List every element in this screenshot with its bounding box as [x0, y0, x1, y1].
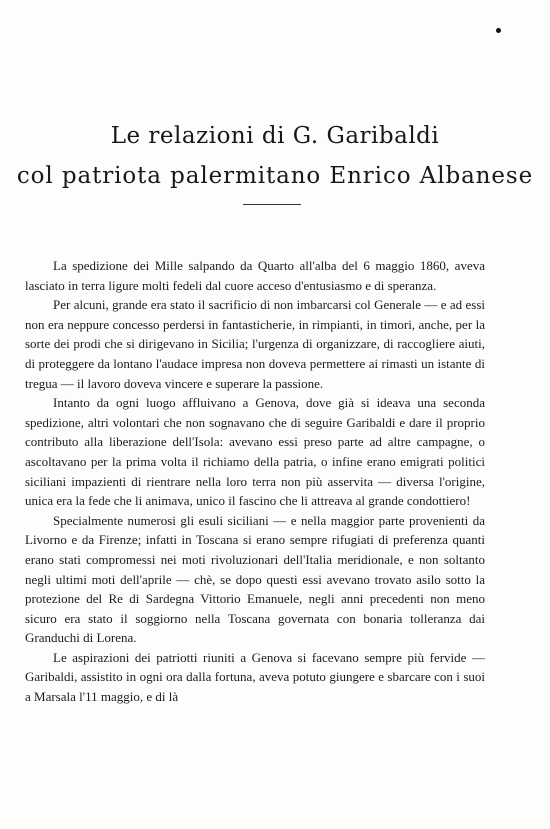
article-body: [25, 256, 485, 707]
article-title: [0, 116, 550, 196]
paragraph-2: Per alcuni, grande era stato il sacrificio di non imbarcarsi col Generale — e ad essi non era neppure concesso perdersi in fantasticherie, in rimpianti, in timori, anche, per la sorte dei prodi che si dirigevano in Sicilia; l'urgenza di organizzare, di raccogliere aiuti, di proteggere da lontano l'audace impresa non doveva permettere ai rimasti un istante di tregua — il lavoro doveva vincere e superare la passione.: [25, 297, 485, 391]
title-line-1: Le relazioni di G. Garibaldi: [110, 123, 440, 149]
paragraph-3: Intanto da ogni luogo affluivano a Genova, dove già si ideava una seconda spedizione, altri volontari che non sognavano che di seguire Garibaldi e dare il proprio contributo alla liberazione dell'Isola: avevano essi preso parte ad altre campagne, o ascoltavano per la prima volta il richiamo della patria, o infine erano emigrati politici siciliani impazienti di rientrare nella loro terra non più asservita — diversa l'origine, unica era la fede che li animava, unico il fascino che li attreava al grande condottiero!: [25, 395, 485, 509]
paragraph-4: Specialmente numerosi gli esuli siciliani — e nella maggior parte provenienti da Livorno e da Firenze; infatti in Toscana si erano sempre rifugiati di preferenza quanti erano stati compromessi nei moti rivoluzionari dell'Italia meridionale, e non soltanto negli ultimi moti dell'aprile — chè, se dopo questi essi avevano trovato asilo sotto la protezione del Re di Sardegna Vittorio Emanuele, negli anni precedenti non meno sicuro era stato il soggiorno nella Toscana governata con bonaria tolleranza dai Granduchi di Lorena.: [25, 512, 485, 646]
title-line-2: col patriota palermitano Enrico Albanese: [16, 163, 534, 189]
paragraph-5: Le aspirazioni dei patriotti riuniti a Genova si facevano sempre più fervide — Garibaldi, assistito in ogni ora dalla fortuna, aveva potuto giungere e sbarcare con i suoi a Marsala l'11 maggio, e di là: [25, 649, 485, 705]
title-divider: [243, 204, 301, 205]
paragraph-1: La spedizione dei Mille salpando da Quarto all'alba del 6 maggio 1860, aveva lasciato in terra ligure molti fedeli dal cuore acceso d'entusiasmo e di speranza.: [25, 258, 485, 293]
ink-speck: [496, 28, 501, 33]
